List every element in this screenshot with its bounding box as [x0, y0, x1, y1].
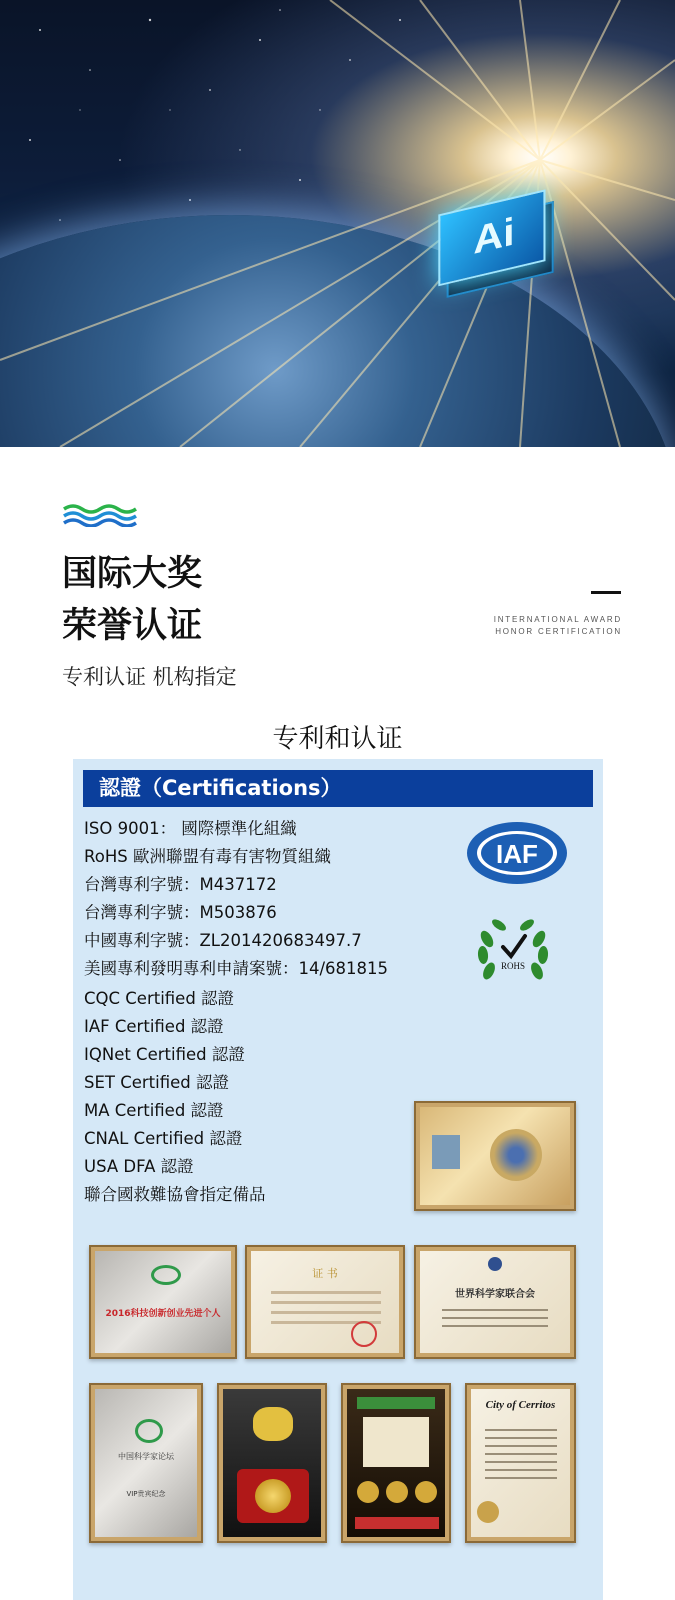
seal-icon — [477, 1501, 499, 1523]
rohs-logo-icon — [473, 909, 553, 989]
medal-icon — [415, 1481, 437, 1503]
certificate-caption: 证 书 — [312, 1267, 338, 1280]
medal-box — [237, 1469, 309, 1523]
subtitle: 专利认证 机构指定 — [62, 665, 237, 689]
list-item: 台灣專利字號：M437172 — [84, 875, 277, 894]
en-line-2: HONOR CERTIFICATION — [495, 627, 622, 636]
hero-banner — [0, 0, 675, 447]
caption-strip — [355, 1517, 439, 1529]
certification-panel — [73, 759, 603, 1600]
certificate-image — [95, 1389, 197, 1537]
wave-icon — [62, 503, 138, 527]
page-title — [62, 548, 202, 652]
seal-icon — [490, 1129, 542, 1181]
certificate-frame — [245, 1245, 405, 1359]
certificate-frame — [217, 1383, 327, 1543]
text-lines — [485, 1429, 557, 1431]
gold-item-icon — [253, 1407, 293, 1441]
certificate-frame — [414, 1245, 576, 1359]
medal-icon — [386, 1481, 408, 1503]
certificate-frame — [341, 1383, 451, 1543]
medal-certificate-image — [347, 1389, 445, 1537]
list-item: 台灣專利字號：M503876 — [84, 903, 277, 922]
certificate-caption: 世界科学家联合会 — [455, 1289, 535, 1300]
certificate-caption: 中国科学家论坛 — [118, 1452, 174, 1461]
title-dash — [591, 591, 621, 594]
list-item: CNAL Certified 認證 — [84, 1129, 243, 1148]
list-item: ISO 9001： 國際標準化組織 — [84, 819, 297, 838]
list-item: 美國專利發明專利申請案號：14/681815 — [84, 959, 389, 978]
certificate-frame — [414, 1101, 576, 1211]
certificate-image — [420, 1251, 570, 1353]
text-lines — [271, 1291, 381, 1294]
certificate-caption: 2016科技创新创业先进个人 — [105, 1309, 221, 1319]
globe-icon — [488, 1257, 502, 1271]
iaf-logo-icon — [465, 820, 569, 886]
list-item: SET Certified 認證 — [84, 1073, 229, 1092]
list-item: MA Certified 認證 — [84, 1101, 224, 1120]
emblem-icon — [135, 1419, 163, 1443]
certificate-frame — [89, 1245, 237, 1359]
title-line-2: 荣誉认证 — [62, 606, 203, 646]
list-item: USA DFA 認證 — [84, 1157, 194, 1176]
rohs-logo-text: ROHS — [500, 961, 526, 971]
text-lines — [442, 1309, 548, 1311]
list-item: IAF Certified 認證 — [84, 1017, 224, 1036]
certificate-frame — [465, 1383, 576, 1543]
certificate-image — [420, 1107, 570, 1205]
emblem-icon — [151, 1265, 181, 1285]
certification-header: 認證（Certifications） — [83, 770, 593, 807]
ai-chip-label: Ai — [473, 210, 515, 263]
stamp-icon — [351, 1321, 377, 1347]
certification-list — [84, 815, 388, 1209]
en-line-1: INTERNATIONAL AWARD — [493, 615, 622, 624]
certificate-paper — [363, 1417, 429, 1467]
certificate-subcaption: VIP贵宾纪念 — [126, 1490, 166, 1498]
section-heading: 专利和认证 — [272, 724, 403, 754]
certificate-frame — [89, 1383, 203, 1543]
title-line-1: 国际大奖 — [62, 554, 203, 594]
list-item: 聯合國救難協會指定備品 — [84, 1185, 266, 1204]
certificate-image — [471, 1389, 570, 1537]
english-subtitle — [494, 614, 622, 638]
medal-display-image — [223, 1389, 321, 1537]
list-item: CQC Certified 認證 — [84, 989, 235, 1008]
certificate-caption: City of Cerritos — [485, 1399, 556, 1411]
iaf-logo-text: IAF — [496, 839, 538, 869]
list-item: 中國專利字號：ZL201420683497.7 — [84, 931, 362, 950]
medal-icon — [357, 1481, 379, 1503]
medal-row — [357, 1481, 437, 1505]
list-item: RoHS 歐洲聯盟有毒有害物質組織 — [84, 847, 331, 866]
photo-placeholder — [432, 1135, 460, 1169]
list-item: IQNet Certified 認證 — [84, 1045, 245, 1064]
medal-icon — [255, 1479, 291, 1513]
certificate-image — [251, 1251, 399, 1353]
banner-strip — [357, 1397, 435, 1409]
certificate-image — [95, 1251, 231, 1353]
light-rays — [0, 0, 675, 447]
